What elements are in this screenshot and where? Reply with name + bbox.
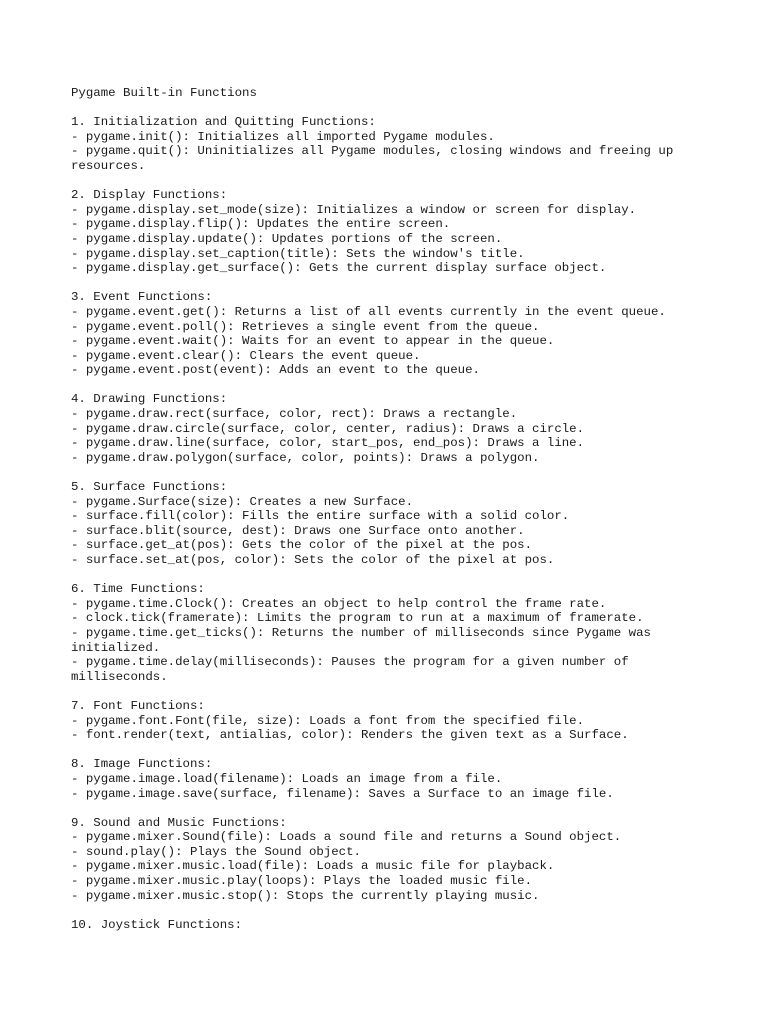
section-joystick bbox=[71, 918, 711, 933]
section-heading: 3. Event Functions: bbox=[71, 290, 213, 305]
list-item: - pygame.event.post(event): Adds an event to the queue. bbox=[71, 363, 480, 378]
section-initialization bbox=[71, 115, 711, 173]
section-image bbox=[71, 757, 711, 801]
section-heading: 4. Drawing Functions: bbox=[71, 392, 228, 407]
section-heading: 8. Image Functions: bbox=[71, 757, 213, 772]
section-heading: 9. Sound and Music Functions: bbox=[71, 815, 287, 830]
list-item: - pygame.Surface(size): Creates a new Surface. bbox=[71, 494, 414, 509]
section-surface bbox=[71, 480, 711, 568]
list-item: - pygame.font.Font(file, size): Loads a font from the specified file. bbox=[71, 713, 585, 728]
section-time bbox=[71, 582, 711, 684]
section-display bbox=[71, 188, 711, 276]
list-item: - sound.play(): Plays the Sound object. bbox=[71, 844, 361, 859]
list-item: - pygame.display.flip(): Updates the entire screen. bbox=[71, 217, 451, 232]
list-item: - pygame.time.Clock(): Creates an object to help control the frame rate. bbox=[71, 596, 607, 611]
list-item: - pygame.time.delay(milliseconds): Pauses the program for a given number of milliseconds. bbox=[71, 655, 629, 684]
section-event bbox=[71, 290, 711, 378]
document-page bbox=[71, 86, 711, 947]
list-item: - pygame.draw.rect(surface, color, rect): Draws a rectangle. bbox=[71, 407, 518, 422]
list-item: - pygame.image.save(surface, filename): Saves a Surface to an image file. bbox=[71, 786, 614, 801]
section-heading: 2. Display Functions: bbox=[71, 188, 228, 203]
list-item: - surface.fill(color): Fills the entire surface with a solid color. bbox=[71, 509, 570, 524]
section-heading: 1. Initialization and Quitting Functions: bbox=[71, 115, 376, 130]
list-item: - pygame.display.get_surface(): Gets the current display surface object. bbox=[71, 261, 607, 276]
section-drawing bbox=[71, 392, 711, 465]
list-item: - pygame.quit(): Uninitializes all Pygame modules, closing windows and freeing up resources. bbox=[71, 144, 674, 173]
list-item: - pygame.draw.polygon(surface, color, points): Draws a polygon. bbox=[71, 450, 540, 465]
list-item: - pygame.event.clear(): Clears the event queue. bbox=[71, 348, 421, 363]
section-heading: 5. Surface Functions: bbox=[71, 480, 228, 495]
list-item: - pygame.event.poll(): Retrieves a single event from the queue. bbox=[71, 319, 540, 334]
list-item: - pygame.draw.circle(surface, color, center, radius): Draws a circle. bbox=[71, 421, 585, 436]
list-item: - pygame.image.load(filename): Loads an image from a file. bbox=[71, 771, 503, 786]
list-item: - surface.blit(source, dest): Draws one Surface onto another. bbox=[71, 523, 525, 538]
section-sound-music bbox=[71, 816, 711, 904]
section-heading: 6. Time Functions: bbox=[71, 582, 205, 597]
list-item: - pygame.draw.line(surface, color, start_pos, end_pos): Draws a line. bbox=[71, 436, 585, 451]
list-item: - pygame.event.wait(): Waits for an event to appear in the queue. bbox=[71, 334, 555, 349]
section-heading: 10. Joystick Functions: bbox=[71, 917, 243, 932]
list-item: - pygame.display.set_caption(title): Sets the window's title. bbox=[71, 246, 525, 261]
list-item: - pygame.mixer.music.stop(): Stops the currently playing music. bbox=[71, 888, 540, 903]
list-item: - font.render(text, antialias, color): Renders the given text as a Surface. bbox=[71, 728, 629, 743]
list-item: - clock.tick(framerate): Limits the program to run at a maximum of framerate. bbox=[71, 611, 644, 626]
list-item: - pygame.mixer.Sound(file): Loads a sound file and returns a Sound object. bbox=[71, 830, 622, 845]
list-item: - pygame.display.set_mode(size): Initializes a window or screen for display. bbox=[71, 202, 637, 217]
section-font bbox=[71, 699, 711, 743]
list-item: - pygame.event.get(): Returns a list of all events currently in the event queue. bbox=[71, 304, 666, 319]
list-item: - pygame.init(): Initializes all imported Pygame modules. bbox=[71, 129, 495, 144]
list-item: - pygame.time.get_ticks(): Returns the number of milliseconds since Pygame was initialized. bbox=[71, 625, 651, 655]
section-heading: 7. Font Functions: bbox=[71, 698, 205, 713]
list-item: - pygame.mixer.music.play(loops): Plays the loaded music file. bbox=[71, 874, 533, 889]
document-title: Pygame Built-in Functions bbox=[71, 86, 257, 100]
list-item: - pygame.display.update(): Updates portions of the screen. bbox=[71, 231, 503, 246]
list-item: - surface.get_at(pos): Gets the color of the pixel at the pos. bbox=[71, 538, 533, 553]
list-item: - surface.set_at(pos, color): Sets the color of the pixel at pos. bbox=[71, 553, 555, 567]
list-item: - pygame.mixer.music.load(file): Loads a music file for playback. bbox=[71, 859, 555, 874]
